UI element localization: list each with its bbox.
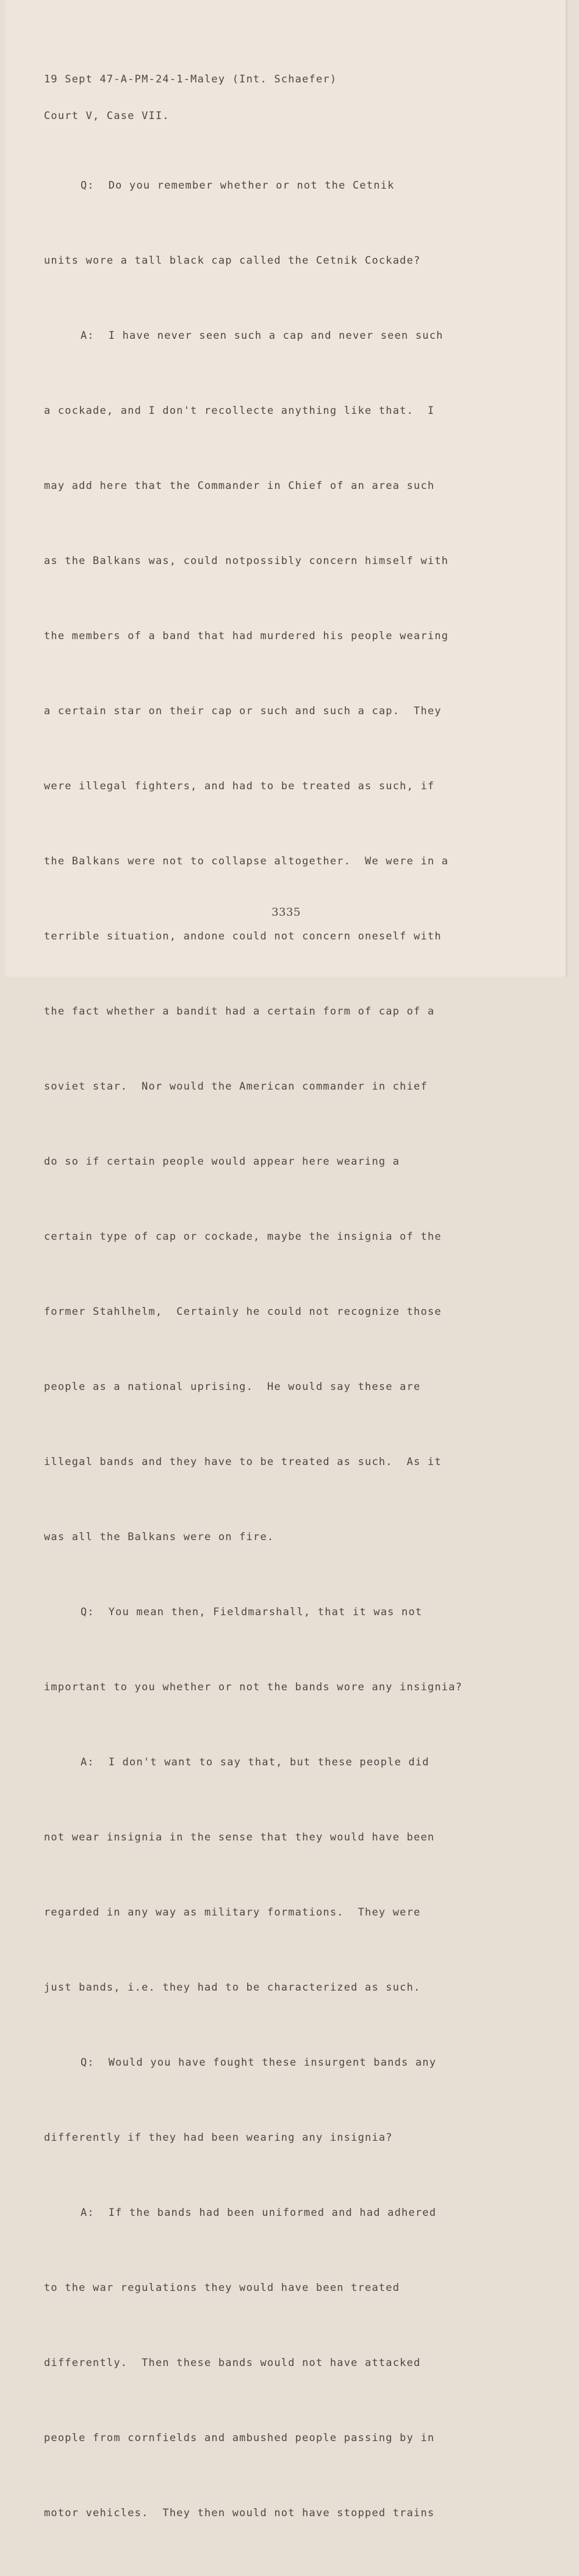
transcript-line: A: I don't want to say that, but these people did — [81, 1756, 430, 1768]
transcript-line: differently. Then these bands would not have attacked — [44, 2357, 421, 2369]
transcript-line: units wore a tall black cap called the Cetnik Cockade? — [44, 255, 421, 267]
document-page — [5, 0, 567, 2519]
transcript-line: illegal bands and they have to be treated as such. As it — [44, 1456, 442, 1468]
transcript-line: people as a national uprising. He would say these are — [44, 1381, 421, 1393]
header-line-1: 19 Sept 47-A-PM-24-1-Maley (Int. Schaefer) — [44, 73, 337, 85]
transcript-line: not wear insignia in the sense that they would have been — [44, 1831, 435, 1843]
header-line-2: Court V, Case VII. — [44, 110, 170, 122]
transcript-line: were illegal fighters, and had to be treated as such, if — [44, 780, 435, 792]
transcript-line: important to you whether or not the bands wore any insignia? — [44, 1681, 463, 1693]
transcript-line: people from cornfields and ambushed people passing by in — [44, 2432, 435, 2444]
transcript-line: soviet star. Nor would the American commander in chief — [44, 1080, 428, 1093]
page-number: 3335 — [272, 906, 301, 919]
transcript-line: motor vehicles. They then would not have stopped trains — [44, 2507, 435, 2519]
transcript-line: certain type of cap or cockade, maybe the insignia of the — [44, 1231, 442, 1243]
transcript-line: regarded in any way as military formations. They were — [44, 1906, 421, 1919]
transcript-line: the Balkans were not to collapse altogether. We were in a — [44, 855, 449, 867]
transcript-line: terrible situation, andone could not concern oneself with — [44, 930, 442, 942]
transcript-line: A: If the bands had been uniformed and had adhered — [81, 2207, 437, 2219]
transcript-line: Q: Would you have fought these insurgent bands any — [81, 2057, 437, 2069]
transcript-line: do so if certain people would appear here wearing a — [44, 1156, 400, 1168]
transcript-line: former Stahlhelm, Certainly he could not recognize those — [44, 1306, 442, 1318]
transcript-line: was all the Balkans were on fire. — [44, 1531, 275, 1543]
transcript-body — [44, 123, 462, 2576]
transcript-line: Q: You mean then, Fieldmarshall, that it was not — [81, 1606, 423, 1618]
transcript-line: a certain star on their cap or such and such a cap. They — [44, 705, 442, 717]
transcript-line: may add here that the Commander in Chief of an area such — [44, 480, 435, 492]
transcript-line: as the Balkans was, could notpossibly concern himself with — [44, 555, 449, 567]
transcript-line: to the war regulations they would have been treated — [44, 2282, 400, 2294]
transcript-line: differently if they had been wearing any insignia? — [44, 2132, 393, 2144]
transcript-line: A: I have never seen such a cap and never seen such — [81, 330, 444, 342]
transcript-line: the fact whether a bandit had a certain form of cap of a — [44, 1005, 435, 1018]
transcript-line: Q: Do you remember whether or not the Cetnik — [81, 179, 395, 192]
transcript-line: just bands, i.e. they had to be characterized as such. — [44, 1981, 421, 1994]
transcript-line: a cockade, and I don't recollecte anything like that. I — [44, 405, 435, 417]
transcript-line: the members of a band that had murdered his people wearing — [44, 630, 449, 642]
